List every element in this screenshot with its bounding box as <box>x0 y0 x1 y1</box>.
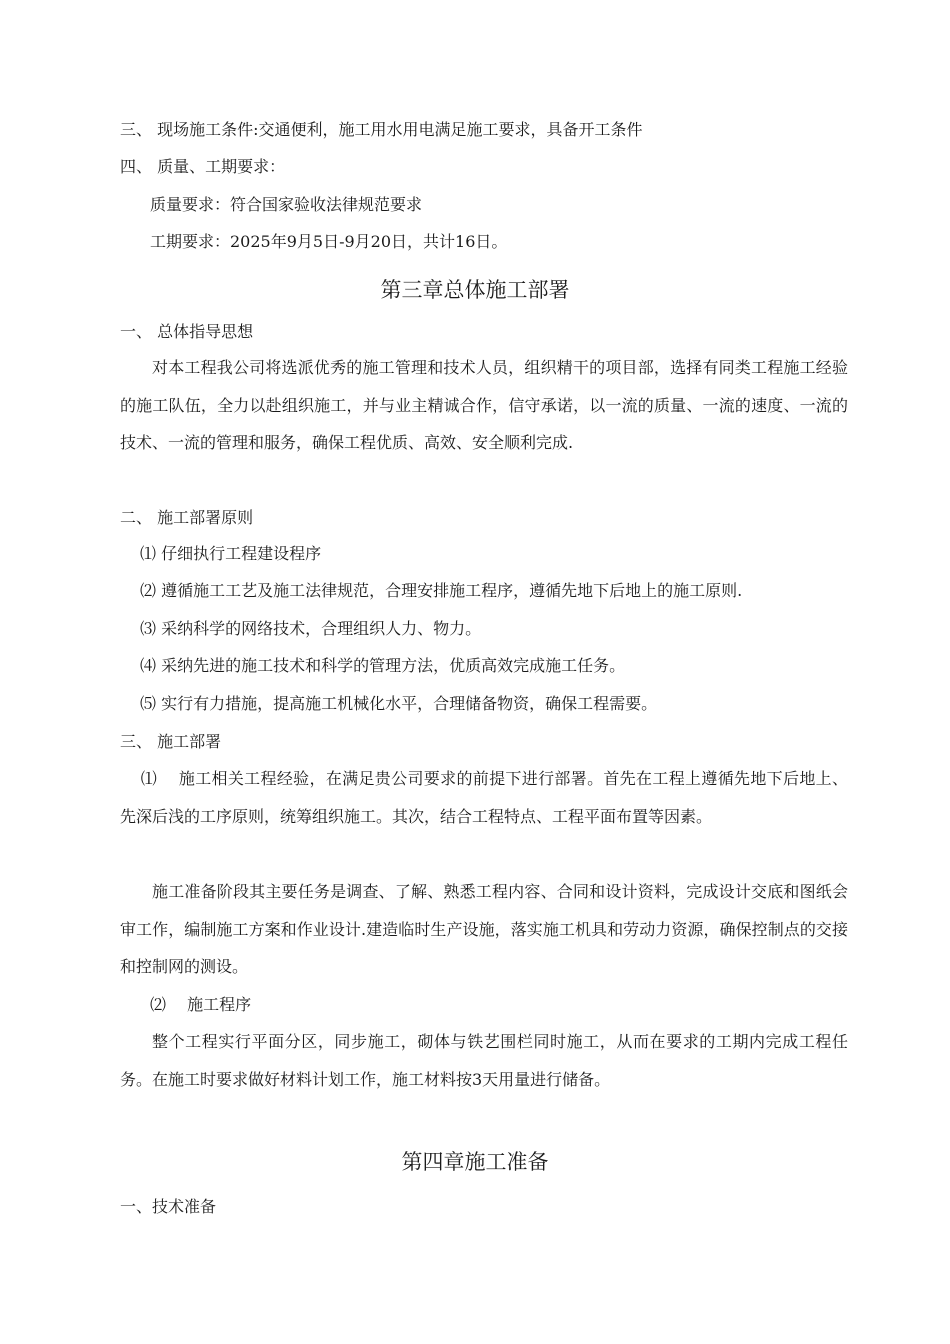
chapter3-title: 第三章总体施工部署 <box>380 278 570 302</box>
quality-requirement: 质量要求：符合国家验收法律规范要求 <box>150 195 423 214</box>
ch4-sec1-heading: 一、技术准备 <box>120 1197 217 1216</box>
quality-schedule-heading: 四、 质量、工期要求： <box>120 157 286 176</box>
principle-item: ⑵ 遵循施工工艺及施工法律规范，合理安排施工程序，遵循先地下后地上的施工原则. <box>140 581 743 600</box>
ch3-sec1-text: 对本工程我公司将选派优秀的施工管理和技术人员，组织精干的项目部，选择有同类工程施工经验的施工队伍，全力以赴组织施工，并与业主精诚合作，信守承诺，以一流的质量、一流的速度、一流的技术、一流的管理和服务，确保工程优质、高效、安全顺利完成. <box>120 358 848 452</box>
schedule-requirement: 工期要求：2025年9月5日-9月20日，共计16日。 <box>150 232 508 251</box>
site-conditions: 三、 现场施工条件:交通便利，施工用水用电满足施工要求，具备开工条件 <box>120 120 643 139</box>
principle-item: ⑷ 采纳先进的施工技术和科学的管理方法，优质高效完成施工任务。 <box>140 656 626 675</box>
ch3-sec3-heading: 三、 施工部署 <box>120 732 222 751</box>
chapter4-title: 第四章施工准备 <box>401 1150 549 1174</box>
ch3-sec3-para1: ⑴ 施工相关工程经验，在满足贵公司要求的前提下进行部署。首先在工程上遵循先地下后地上、先深后浅的工序原则，统筹组织施工。其次，结合工程特点、工程平面布置等因素。 <box>120 769 848 826</box>
principle-item: ⑶ 采纳科学的网络技术，合理组织人力、物力。 <box>140 619 482 638</box>
ch3-sec1-heading: 一、 总体指导思想 <box>120 322 254 341</box>
ch3-sec3-sub2: ⑵ 施工程序 <box>150 995 252 1014</box>
principle-item: ⑴ 仔细执行工程建设程序 <box>140 544 322 563</box>
ch3-sec2-heading: 二、 施工部署原则 <box>120 508 254 527</box>
ch3-sec3-para2: 施工准备阶段其主要任务是调查、了解、熟悉工程内容、合同和设计资料，完成设计交底和图纸会审工作，编制施工方案和作业设计.建造临时生产设施，落实施工机具和劳动力资源，确保控制点的交接和控制网的测设。 <box>120 882 848 976</box>
ch3-sec3-para3: 整个工程实行平面分区，同步施工，砌体与铁艺围栏同时施工，从而在要求的工期内完成工程任务。在施工时要求做好材料计划工作，施工材料按3天用量进行储备。 <box>120 1032 848 1089</box>
principle-item: ⑸ 实行有力措施，提高施工机械化水平，合理储备物资，确保工程需要。 <box>140 694 658 713</box>
